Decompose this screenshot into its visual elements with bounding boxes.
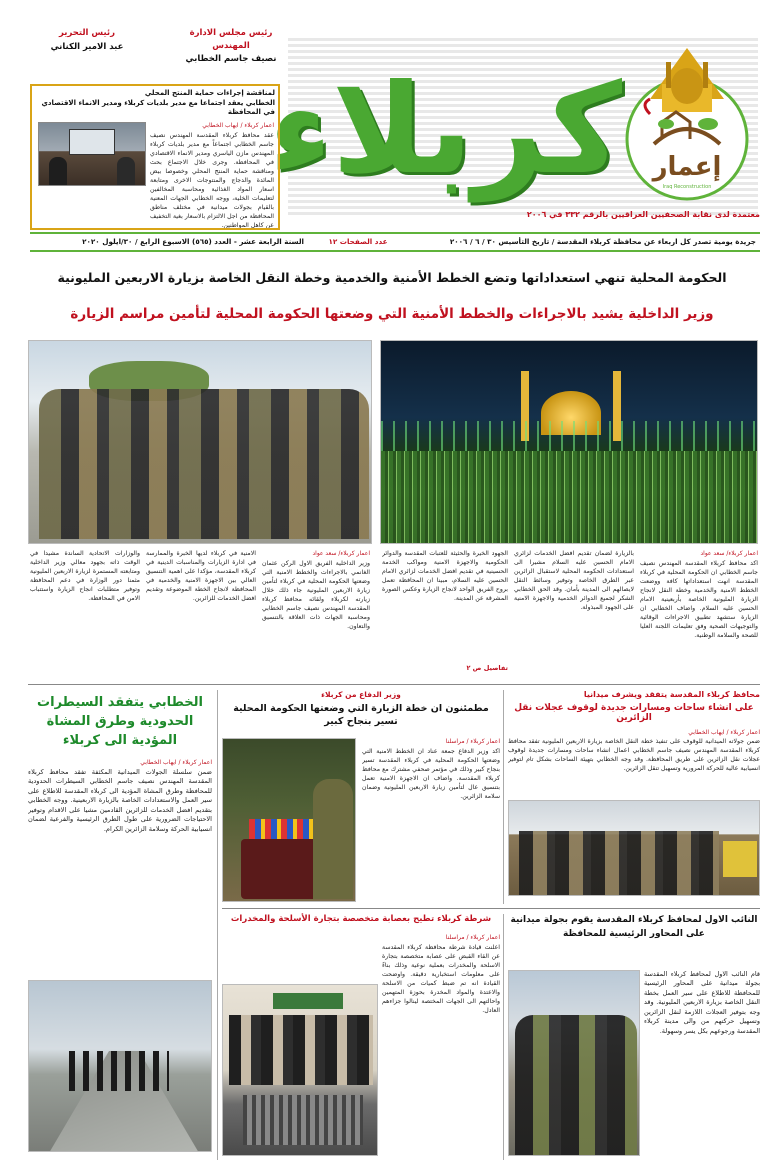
story-borders <box>28 690 212 1160</box>
story-minister <box>222 690 500 904</box>
divider-v3 <box>503 914 504 1160</box>
story-police-byline: اعمار كربلاء / مراسلنا <box>445 934 500 941</box>
divider-row2 <box>222 908 760 909</box>
officials-walking-photo <box>28 340 372 544</box>
main-col-3: الجهود الخيرة والحثيثة للعتبات المقدسة والدوائر الحكومية والاجهزة الامنية ومواكب الخدمة الحسينية في تقديم افضل الخدمات لزائري الامام الحسين عليه السلام، مبينا ان المحافظة تعمل بروح الفريق الواحد لانجاح الزيارة وعكس الصورة المشرقة عن المدينة. <box>382 550 508 602</box>
logo-caption: Iraq Reconstruction <box>662 184 712 190</box>
masthead-logo <box>620 44 754 204</box>
story-police-body: اعلنت قيادة شرطة محافظة كربلاء المقدسة عن القاء القبض على عصابة متخصصة بتجارة الاسلحة والمخدرات بعملية نوعية وذلك بناءً على معلومات استخبارية دقيقة. واوضحت القيادة انه تم ضبط كميات من الاسلحة والاعتدة والمواد المخدرة بحوزة المتهمين واحالتهم الى الجهات المختصة لينالوا جزاءهم العادل. <box>382 944 500 1014</box>
story-borders-body: ضمن سلسلة الجولات الميدانية المكثفة تفقد محافظ كربلاء المقدسة المهندس نصيف جاسم الخطابي السيطرات الحدودية للمحافظة وطرق المشاة المؤدية الى كربلاء المقدسة للاطلاع على سير العمل والاستعدادات الخاصة بالزيارة الاربعينية. ووجه الخطابي بتقديم افضل الخدمات للزائرين القادمين مشيا على الاقدام وتوفير الاحتياجات الضرورية على طول الطرق الرئيسية والفرعية لضمان انسيابية الحركة وسلامة الزائرين الكرام. <box>28 767 212 833</box>
story-deputy-headline: النائب الاول لمحافظ كربلاء المقدسة يقوم بجولة ميدانية على المحاور الرئيسية للمحافظة <box>510 915 758 939</box>
story-governor-kicker: محافظ كربلاء المقدسة يتفقد ويشرف ميدانيا <box>583 690 760 699</box>
shrine-night-photo <box>380 340 758 544</box>
story-borders-headline: الخطابي يتفقد السيطرات الحدودية وطرق المشاة المؤدية الى كربلاء <box>37 695 203 748</box>
teaser-body: عقد محافظ كربلاء المقدسة المهندس نصيف جاسم الخطابي اجتماعاً مع مدير بلديات كربلاء المهندس مازن الياسري ومدير الانماء الاقتصادي في المحافظة. وجرى خلال الاجتماع بحث ومناقشة حماية المنتج المحلي وخصوصا بيض المائدة والدجاج والمنتوجات الاخرى ومتابعة اسعار المواد الغذائية ومحاسبة المخالفين لتعليمات الخلية، ووجه الخطابي الجهات المعنية بالقيام بجولات ميدانية في مختلف مناطق المحافظة من اجل الالتزام بالاسعار بغية التخفيف عن كاهل المواطنين. <box>150 132 274 228</box>
story-police <box>222 914 500 1160</box>
board-role: رئيس مجلس الادارة <box>189 28 273 38</box>
editor-name: عبد الامير الكناني <box>50 42 124 52</box>
second-headline: وزير الداخلية يشيد بالاجراءات والخطط الأمنية التي وضعتها الحكومة المحلية لتأمين مراسم الزيارة <box>70 306 714 322</box>
story-governor-tour <box>508 690 760 904</box>
story-police-photo <box>222 984 378 1156</box>
deputy-photo-group <box>515 1015 637 1156</box>
police-photo-table <box>243 1095 363 1145</box>
police-photo-persons <box>229 1015 373 1085</box>
editor-block <box>32 28 142 52</box>
story-minister-headline: مطمئنون ان خطة الزيارة التي وضعتها الحكومة المحلية تسير بنجاح كبير <box>233 703 489 727</box>
masthead-title: كربلاء <box>268 58 622 202</box>
main-col-2: بالزيارة لضمان تقديم افضل الخدمات لزائري الامام الحسين عليه السلام مشيرا الى استعدادات الحكومة المحلية لاستقبال الزائرين عبر الطرق الخاصة وتوفير وسائط النقل لايصالهم الى المدينة بأمان. وقد الحق الخطابي الشكر لجميع الدوائر الخدمية والاجهزة الامنية على الجهود المبذولة. <box>514 550 634 611</box>
story-deputy-body: قام النائب الاول لمحافظ كربلاء المقدسة بجولة ميدانية على المحاور الرئيسية للمحافظة للاطلاع على سير العمل بخطة النقل الخاصة بزيارة الاربعين المليونية. وقد وجه بتوفير العجلات اللازمة لنقل الزائرين وتسهيل حركتهم من والى مدينة كربلاء المقدسة ورجوعهم بكل يسر وسهولة. <box>644 970 760 1035</box>
story-governor-byline: اعمار كربلاء / ايهاب الخطابي <box>688 729 760 736</box>
story-deputy <box>508 914 760 1160</box>
minister-photo-mics <box>249 819 313 839</box>
teaser-box <box>30 84 280 230</box>
teaser-subheading: الخطابي يعقد اجتماعا مع مدير بلديات كربلاء ومدير الانماء الاقتصادي في المحافظة <box>41 99 275 117</box>
teaser-photo-person1 <box>49 157 67 185</box>
photo-group <box>39 389 369 539</box>
divider-main <box>28 684 760 685</box>
info-pages: عدد الصفحات ١٢ <box>328 237 388 246</box>
board-chair-block <box>176 28 286 64</box>
main-col-4: وزير الداخلية الفريق الاول الركن عثمان الغانمي بالاجراءات والخطط الامنية التي وضعتها الحكومة المحلية في كربلاء لتأمين زيارة الاربعين المليونية جاء ذلك خلال زيارته لكربلاء ولقائه محافظ كربلاء المقدسة المهندس نصيف جاسم الخطابي ومحاسبة الجهات ذات العلاقة بالتنسيق والتعاون. <box>262 560 370 630</box>
minister-photo-podium <box>241 839 321 899</box>
divider-v1 <box>503 690 504 904</box>
story-minister-kicker: وزير الدفاع من كربلاء <box>321 690 401 699</box>
editor-role: رئيس التحرير <box>59 28 115 38</box>
governor-photo-group <box>519 831 719 896</box>
main-col-6: والوزارات الاتحادية الساندة مشيدا في الوقت ذاته بجهود معالي وزير الداخلية ومتابعته المستمرة لزيارة الاربعين المليونية مثمنا دور الوزارة في دعم المحافظة وتوفير متطلبات انجاح الزيارة واستتباب الامن في المحافظة. <box>30 550 140 602</box>
info-bar <box>30 232 760 252</box>
police-photo-banner <box>273 993 343 1009</box>
logo-text: إعمار <box>652 152 722 182</box>
story-governor-headline: على انشاء ساحات ومسارات جديدة لوقوف عجلات نقل الزائرين <box>514 703 754 723</box>
story-minister-byline: اعمار كربلاء / مراسلنا <box>445 738 500 745</box>
minister-photo-person <box>313 779 353 899</box>
main-tafasil: تفاصيل ص ٢ <box>466 664 508 672</box>
main-byline-2: اعمار كربلاء/ سعد عواد <box>312 550 370 557</box>
teaser-photo <box>38 122 146 186</box>
teaser-photo-person2 <box>117 157 135 185</box>
main-byline-1: اعمار كربلاء/ سعد عواد <box>700 550 758 557</box>
story-deputy-photo <box>508 970 640 1156</box>
board-title: المهندس <box>212 41 250 51</box>
governor-photo-truck <box>723 841 757 877</box>
teaser-byline: اعمار كربلاء / ايهاب الخطابي <box>202 122 274 129</box>
story-minister-body: اكد وزير الدفاع جمعة عناد ان الخطط الامنية التي وضعتها الحكومة المحلية في كربلاء المقدسة تسير بنجاح كبير وذلك في مؤتمر صحفي مشترك مع محافظ كربلاء المقدسة. واضاف ان الاجهزة الامنية تعمل بتنسيق عال لتأمين زيارة الاربعين المليونية وضمان سلامة الزائرين. <box>362 748 500 800</box>
masthead-accredited: معتمدة لدى نقابة الصحفيين العراقيين بالرقم ٣٣٢ في ٢٠٠٦ <box>526 210 760 219</box>
divider-v2 <box>217 690 218 1160</box>
story-governor-photo <box>508 800 760 896</box>
teaser-photo-screen <box>69 129 115 155</box>
story-minister-photo <box>222 738 356 902</box>
borders-photo-people <box>69 1051 169 1091</box>
main-col-1: اكد محافظ كربلاء المقدسة المهندس نصيف جاسم الخطابي ان الحكومة المحلية في كربلاء المقدسة انهت استعداداتها كافة ووضعت الخطط الامنية والخدمية وخطة النقل لانجاح الزيارة المليونية الخاصة بأربعينية الامام الحسين عليه السلام. واضاف الخطابي ان الزيارة ستشهد تطبيق الاجراءات الوقائية والتوجيهات الصحية وفق تعليمات اللجنة العليا للصحة والسلامة الوطنية. <box>640 560 758 639</box>
story-borders-byline: اعمار كربلاء / ايهاب الخطابي <box>140 758 212 766</box>
info-desc: جريدة يومية تصدر كل اربعاء عن محافظة كربلاء المقدسة / تاريخ التأسيس ٣٠ / ٦ / ٢٠٠٦ <box>449 237 756 246</box>
shrine-crowd <box>381 451 758 544</box>
shrine-lights <box>381 421 758 451</box>
teaser-heading: لمناقشة إجراءات حماية المنتج المحلي <box>144 89 275 97</box>
board-name: نصيف جاسم الخطابي <box>185 54 277 64</box>
info-issue: السنة الرابعة عشر - العدد (٥٦٥) الاسبوع الرابع / ٣٠/ايلول ٢٠٢٠ <box>82 237 304 246</box>
story-borders-photo <box>28 980 212 1152</box>
main-headline: الحكومة المحلية تنهي استعداداتها وتضع الخطط الأمنية والخدمية وخطة النقل الخاصة بزيارة الاربعين المليونية <box>57 270 727 285</box>
story-governor-body: ضمن جولاته الميدانية للوقوف على تنفيذ خطة النقل الخاصة بزيارة الاربعين المليونية تفقد محافظ كربلاء المقدسة المهندس نصيف جاسم الخطابي اعمال انشاء ساحات ومسارات جديدة لوقوف عجلات نقل الزائرين على طريق المحافظة. وقد وجه الخطابي بتهيئة الساحات بشكل تام لتوفير انسيابية عالية للحركة المرورية وتسهيل تنقل الزائرين. <box>508 738 760 772</box>
main-col-5: الامنية في كربلاء لديها الخبرة والممارسة في ادارة الزيارات والمناسبات الدينية في كربلاء المقدسة، مؤكدا على اهمية التنسيق العالي بين الاجهزة الامنية والخدمية في المحافظة لانجاح الخطة الموضوعة وتقديم افضل الخدمات للزائرين. <box>146 550 256 602</box>
story-police-headline: شرطة كربلاء تطيح بعصابة متخصصة بتجارة الأسلحة والمخدرات <box>230 914 492 924</box>
